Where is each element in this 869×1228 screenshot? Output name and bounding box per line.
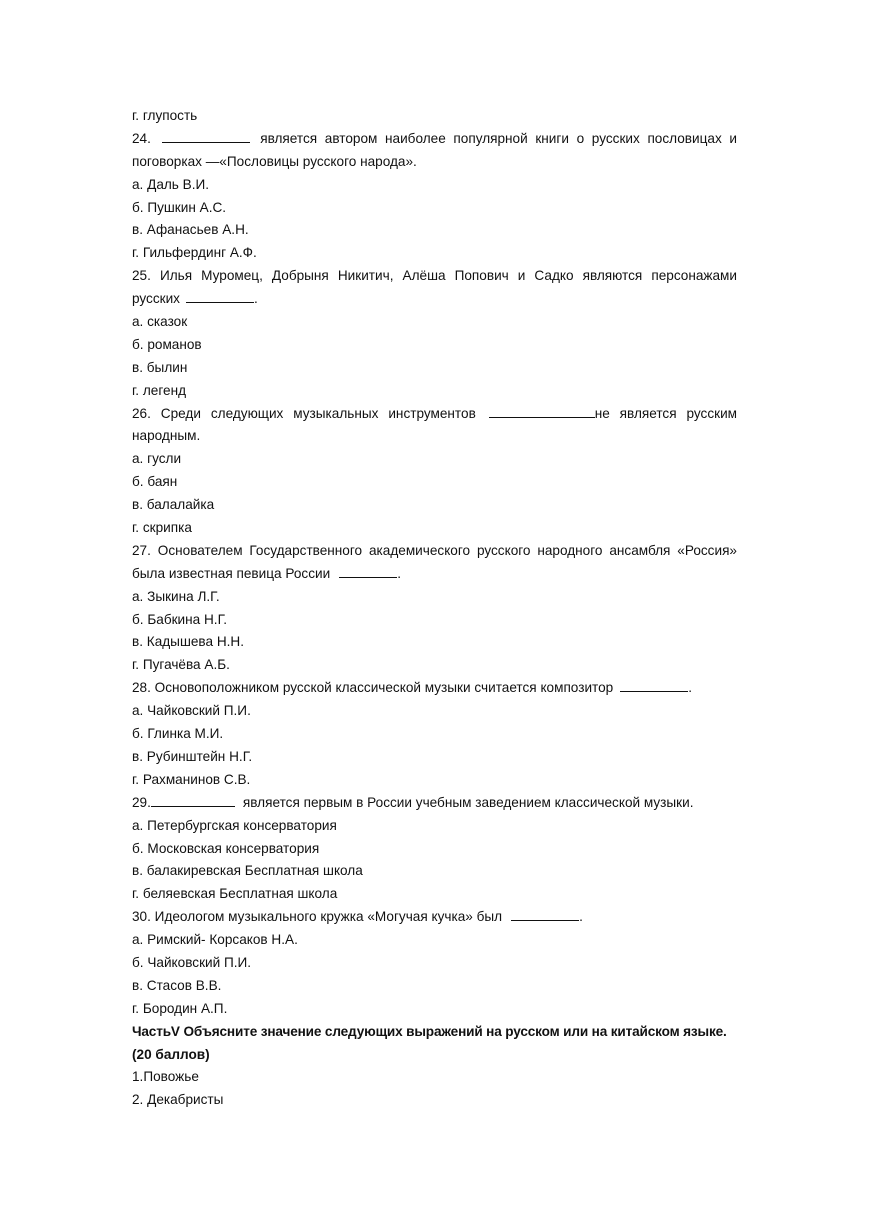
answer-option: в. балалайка — [132, 497, 215, 513]
answer-option: а. Римский- Корсаков Н.А. — [132, 932, 298, 948]
answer-option: в. балакиревская Бесплатная школа — [132, 863, 363, 879]
question-25: 25. Илья Муромец, Добрыня Никитич, Алёша Попович и Садко являются персонажами — [132, 268, 737, 284]
question-text: поговорках —«Пословицы русского народа». — [132, 153, 417, 169]
answer-option: б. романов — [132, 336, 202, 352]
question-text — [132, 563, 737, 586]
answer-option: б. Чайковский П.И. — [132, 954, 252, 970]
answer-option: б. Московская консерватория — [132, 840, 320, 856]
answer-option: б. Пушкин А.С. — [132, 199, 227, 215]
answer-option: в. Стасов В.В. — [132, 977, 222, 993]
question-29 — [132, 792, 737, 815]
answer-option: г. скрипка — [132, 520, 192, 536]
question-26 — [132, 403, 737, 426]
question-text-pre: 30. Идеологом музыкального кружка «Могучая кучка» был — [132, 909, 503, 925]
list-item: 2. Декабристы — [132, 1092, 224, 1108]
question-text-pre: 26. Среди следующих музыкальных инструментов — [132, 405, 476, 421]
answer-option: в. Кадышева Н.Н. — [132, 634, 245, 650]
answer-option: в. Рубинштейн Н.Г. — [132, 748, 253, 764]
question-text-post: . — [579, 909, 583, 925]
answer-option: б. Глинка М.И. — [132, 726, 224, 742]
answer-option: г. Рахманинов С.В. — [132, 771, 251, 787]
answer-option: а. гусли — [132, 451, 182, 467]
answer-option: а. Петербургская консерватория — [132, 817, 337, 833]
answer-option: г. Бородин А.П. — [132, 1000, 228, 1016]
answer-option: а. Даль В.И. — [132, 176, 210, 192]
answer-blank — [186, 290, 254, 303]
list-item: 1.Повожье — [132, 1069, 199, 1085]
answer-option: а. Зыкина Л.Г. — [132, 588, 220, 604]
question-text: является автором наиболее популярной книги о русских пословицах и — [260, 130, 738, 146]
question-text-post: является первым в России учебным заведением классической музыки. — [242, 794, 694, 810]
question-text: народным. — [132, 428, 201, 444]
answer-blank — [489, 405, 595, 418]
question-28 — [132, 677, 737, 700]
question-24 — [132, 128, 737, 151]
question-text-pre: была известная певица России — [132, 565, 331, 581]
section-points: (20 баллов) — [132, 1046, 210, 1062]
question-text — [132, 288, 737, 311]
answer-option: г. Гильфердинг А.Ф. — [132, 245, 257, 261]
question-number: 24. — [132, 130, 151, 146]
question-text-pre: 28. Основоположником русской классической музыки считается композитор — [132, 680, 614, 696]
question-text-pre: русских — [132, 291, 180, 307]
answer-option: а. Чайковский П.И. — [132, 703, 251, 719]
question-text-post: . — [253, 291, 258, 307]
answer-blank — [162, 130, 250, 143]
answer-blank — [620, 679, 688, 692]
answer-option: г. беляевская Бесплатная школа — [132, 886, 338, 902]
question-text-post: не является русским — [594, 405, 738, 421]
answer-option: г. легенд — [132, 382, 187, 398]
answer-blank — [511, 908, 579, 921]
question-number: 29. — [132, 794, 151, 810]
answer-option: в. Афанасьев А.Н. — [132, 222, 249, 238]
answer-option: г. Пугачёва А.Б. — [132, 657, 230, 673]
answer-option: а. сказок — [132, 314, 188, 330]
answer-blank — [151, 794, 235, 807]
section-heading: ЧастьV Объясните значение следующих выражений на русском или на китайском языке. — [132, 1023, 727, 1039]
question-text-post: . — [688, 680, 693, 696]
question-text-post: . — [397, 565, 401, 581]
answer-option: б. Бабкина Н.Г. — [132, 611, 228, 627]
answer-option: б. баян — [132, 474, 178, 490]
answer-option: г. глупость — [132, 108, 198, 123]
answer-blank — [339, 565, 397, 578]
answer-option: в. былин — [132, 359, 188, 375]
question-30 — [132, 906, 737, 929]
question-27: 27. Основателем Государственного академического русского народного ансамбля «Россия» — [132, 542, 737, 558]
